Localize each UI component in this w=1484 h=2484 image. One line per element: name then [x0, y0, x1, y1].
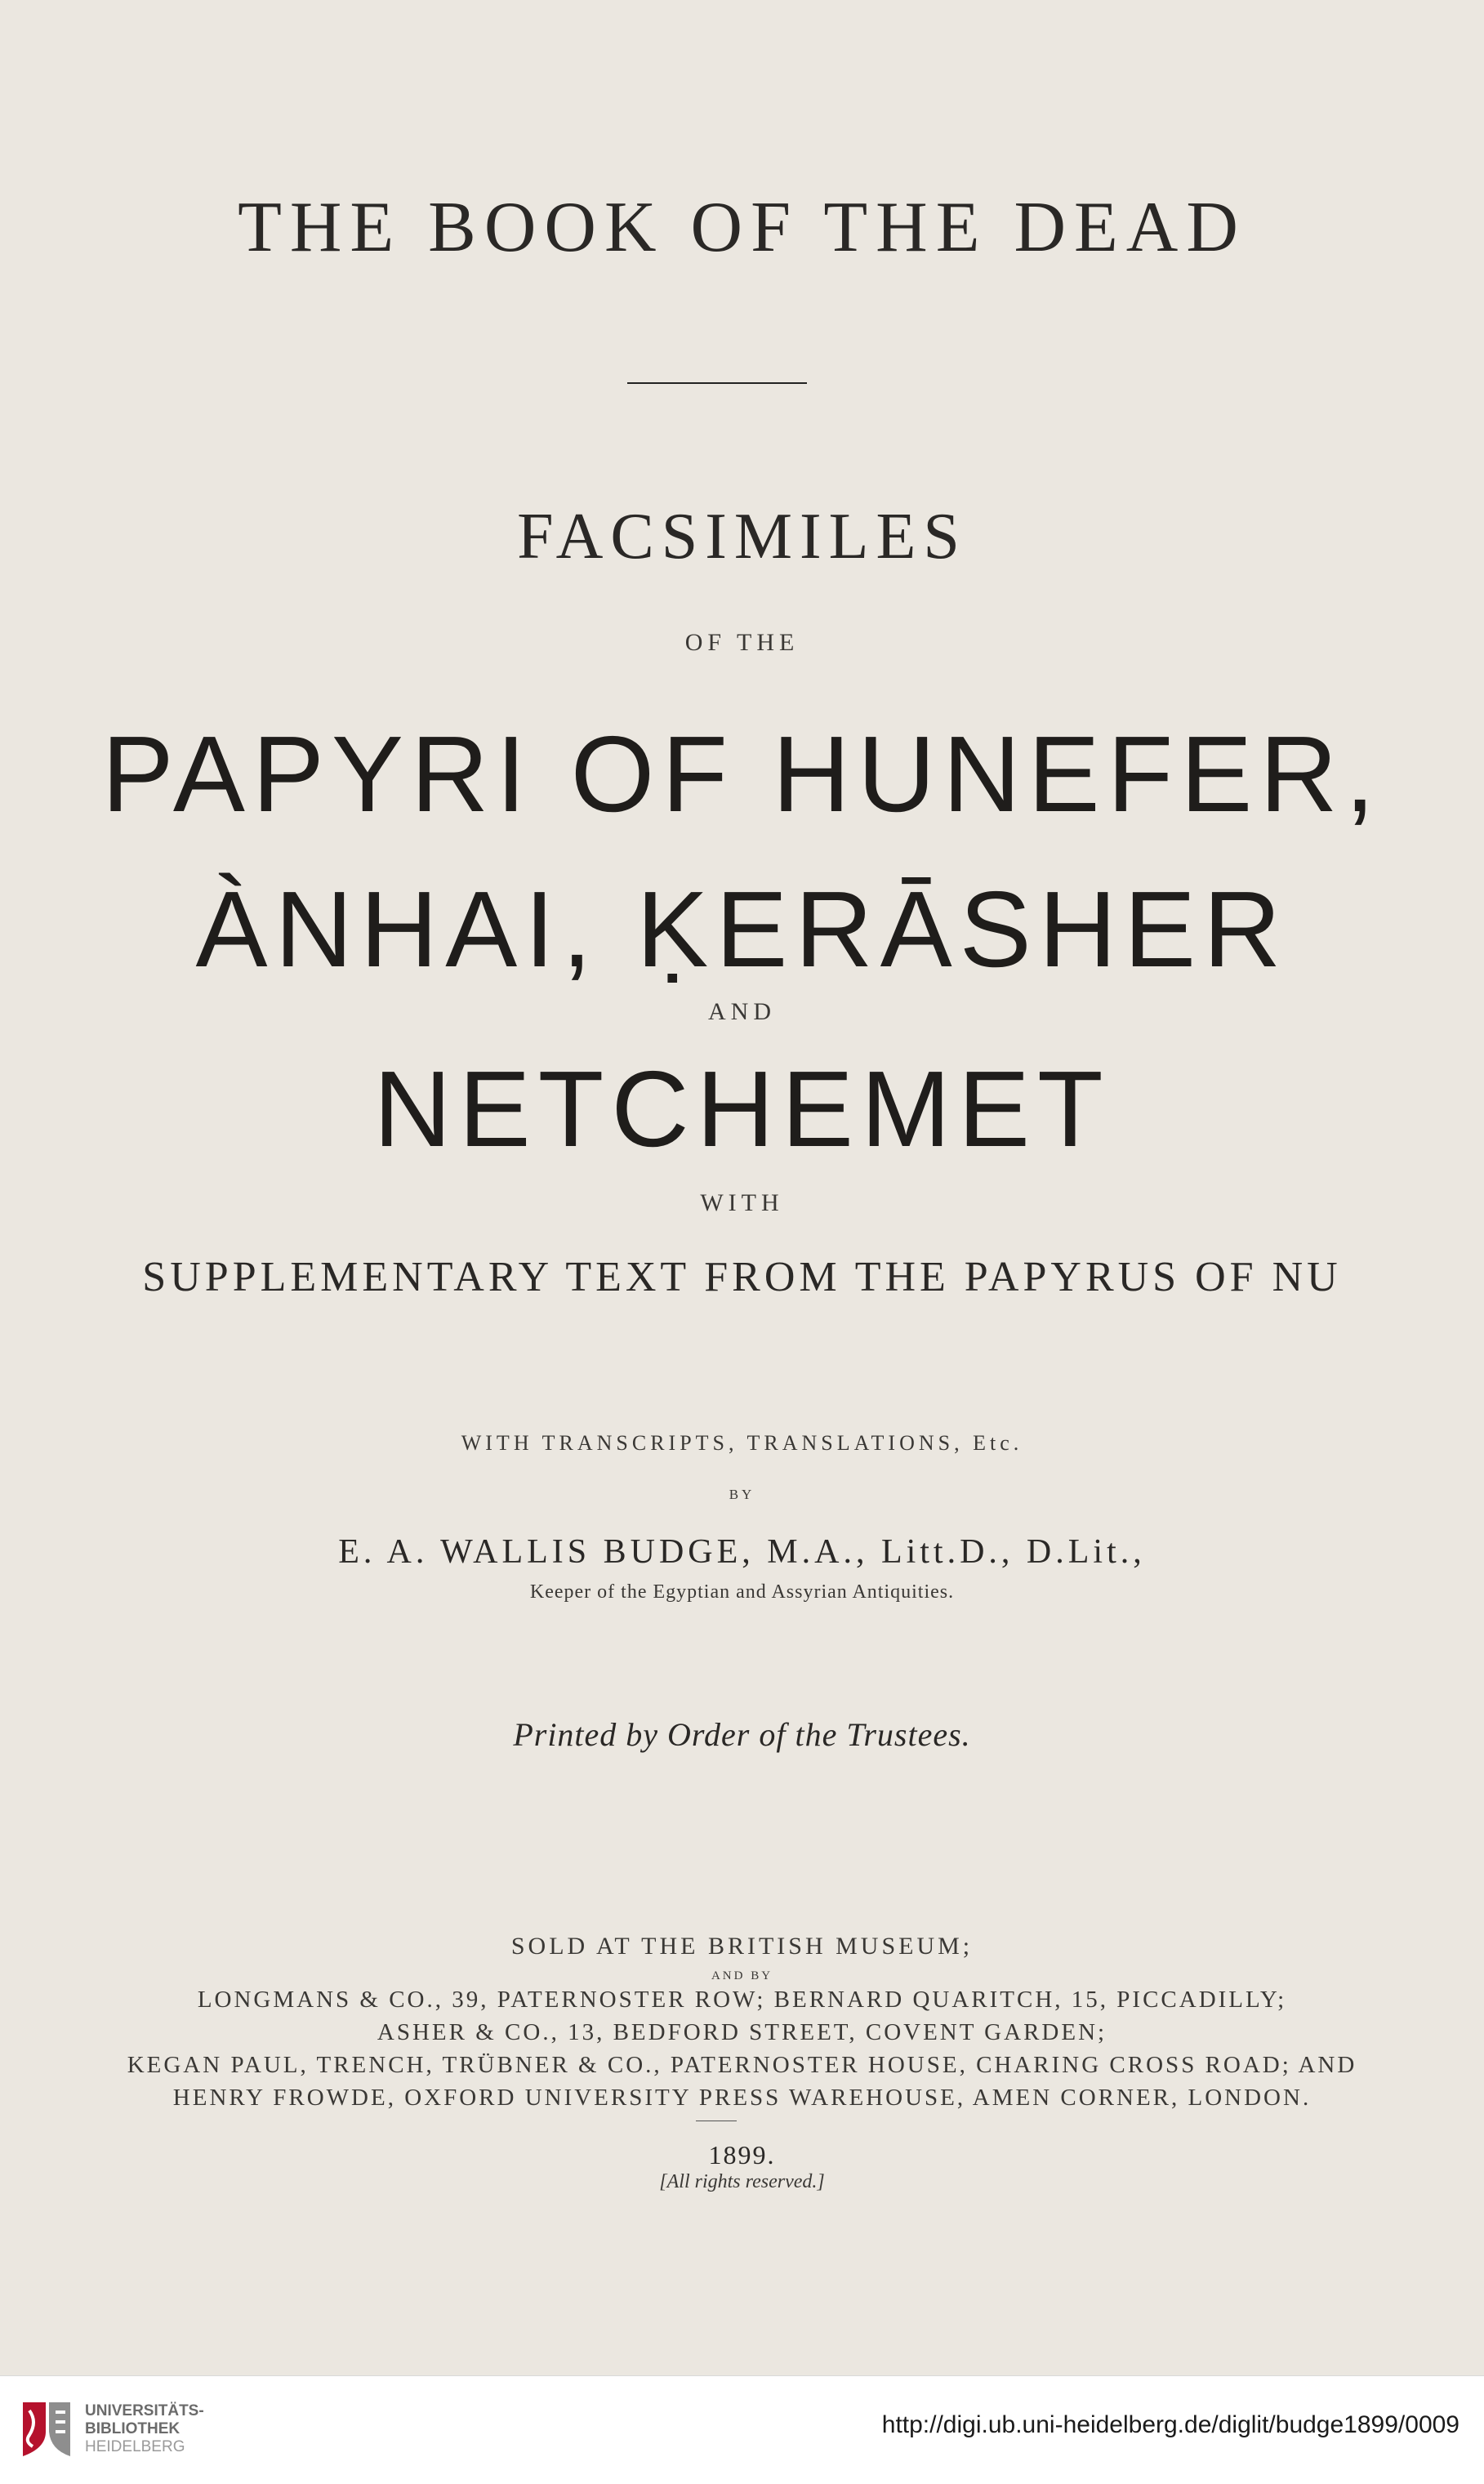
- logo-line-3: HEIDELBERG: [85, 2438, 185, 2455]
- title-rule: [627, 382, 807, 384]
- author-role: Keeper of the Egyptian and Assyrian Antiquities.: [529, 1581, 955, 1603]
- facsimiles-heading: FACSIMILES: [517, 501, 967, 573]
- university-library-logo-icon[interactable]: [18, 2399, 75, 2463]
- logo-line-2: BIBLIOTHEK: [85, 2420, 180, 2437]
- supplementary-text-line: SUPPLEMENTARY TEXT FROM THE PAPYRUS OF NU: [142, 1254, 1342, 1300]
- printed-by-line: Printed by Order of the Trustees.: [513, 1716, 971, 1753]
- digitization-footer: [0, 2375, 1484, 2484]
- anhai-kerasher-heading: ÀNHAI, ḲERĀSHER: [195, 869, 1289, 989]
- publisher-line-2: ASHER & CO., 13, BEDFORD STREET, COVENT GARDEN;: [377, 2019, 1107, 2045]
- permalink-url[interactable]: http://digi.ub.uni-heidelberg.de/diglit/budge1899/0009: [881, 2411, 1459, 2438]
- and-label: AND: [708, 998, 776, 1025]
- publication-year: 1899.: [708, 2140, 776, 2170]
- transcripts-line: WITH TRANSCRIPTS, TRANSLATIONS, Etc.: [461, 1431, 1023, 1455]
- of-the-label: OF THE: [684, 629, 800, 656]
- sold-at-line: SOLD AT THE BRITISH MUSEUM;: [510, 1933, 974, 1960]
- netchemet-heading: NETCHEMET: [373, 1049, 1111, 1169]
- rights-reserved: [All rights reserved.]: [659, 2171, 825, 2192]
- logo-line-1: UNIVERSITÄTS-: [85, 2402, 204, 2419]
- papyri-heading: PAPYRI OF HUNEFER,: [101, 714, 1383, 834]
- and-by-label: AND BY: [711, 1969, 773, 1982]
- author-line: E. A. WALLIS BUDGE, M.A., Litt.D., D.Lit.,: [338, 1533, 1146, 1571]
- publisher-line-4: HENRY FROWDE, OXFORD UNIVERSITY PRESS WAREHOUSE, AMEN CORNER, LONDON.: [172, 2085, 1312, 2111]
- main-title: THE BOOK OF THE DEAD: [238, 188, 1246, 267]
- publisher-line-1: LONGMANS & CO., 39, PATERNOSTER ROW; BERNARD QUARITCH, 15, PICCADILLY;: [197, 1987, 1287, 2013]
- university-library-name: [85, 2402, 204, 2456]
- with-label: WITH: [700, 1189, 784, 1216]
- publisher-line-3: KEGAN PAUL, TRENCH, TRÜBNER & CO., PATERNOSTER HOUSE, CHARING CROSS ROAD; AND: [127, 2052, 1357, 2078]
- by-label: BY: [729, 1487, 755, 1502]
